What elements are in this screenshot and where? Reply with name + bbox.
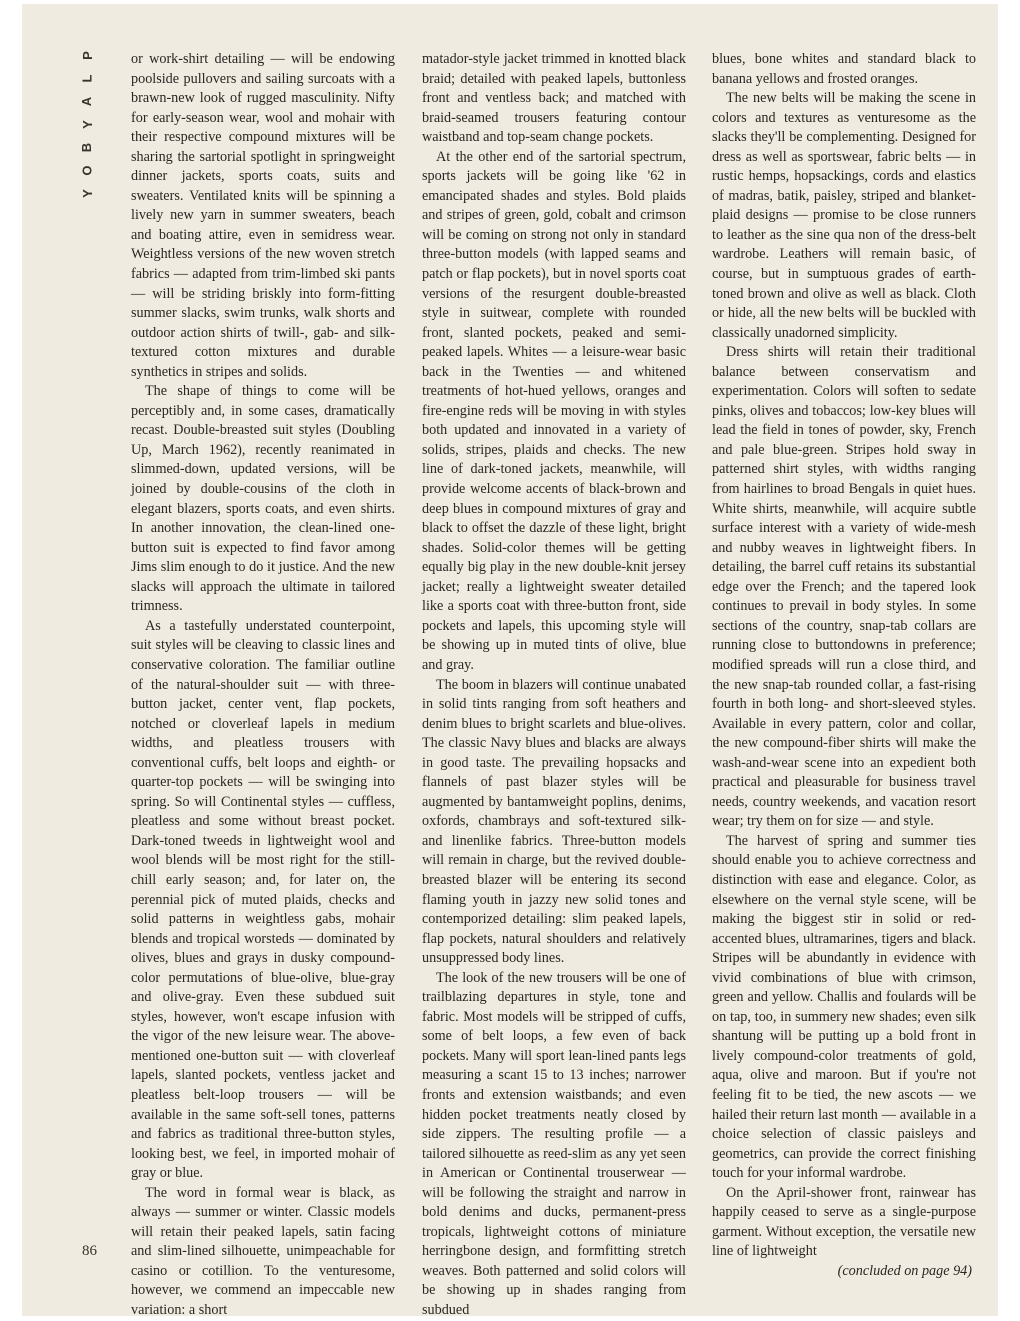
paragraph: blues, bone whites and standard black to banana yellows and frosted oranges. bbox=[712, 51, 976, 87]
paragraph: The harvest of spring and summer ties should enable you to achieve correctness and distinction with ease and elegance. Color, as elsewhere on the vernal style scene, will be making the biggest stir in solid or red-accented blues, ultramarines, tigers and black. Stripes will be abundantly in evidence with vivid combinations of blue with crimson, green and yellow. Challis and foulards will be on tap, too, in summery new shades; even silk shantung will be putting up a bold front in lively compound-color treatments of gold, aqua, olive and maroon. But if you're not feeling fit to be tied, the new ascots — we hailed their return last month — available in a choice selection of classic paisleys and geometrics, can provide the correct finishing touch for your informal wardrobe. bbox=[712, 832, 976, 1182]
paragraph: Dress shirts will retain their traditional balance between conservatism and experimentation. Colors will soften to sedate pinks, olives and tobaccos; low-key blues will lead the field in tones of powder, sky, French and pale blue-green. Stripes hold sway in patterned shirt styles, with widths ranging from hairlines to broad Bengals in quiet hues. White shirts, meanwhile, will acquire subtle surface interest with a variety of wide-mesh and nubby weaves in lightweight fibers. In detailing, the barrel cuff retains its substantial edge over the French; and the tapered look continues to prevail in body styles. In some sections of the country, snap-tab collars are running close to buttondowns in preference; modified spreads will run a close third, and the new snap-tab rounded collar, a fast-rising fourth in both long- and short-sleeved styles. Available in every pattern, color and collar, the new compound-fiber shirts will make the wash-and-wear scene into an expedient both practical and pleasurable for business travel needs, country weekends, and vacation resort wear; try them on for size — and style. bbox=[712, 344, 976, 830]
page-number: 86 bbox=[82, 1243, 97, 1259]
paragraph: or work-shirt detailing — will be endowing poolside pullovers and sailing surcoats with a brawn-new look of rugged masculinity. Nifty for early-season wear, wool and mohair with their respective compound mixtures will be sharing the sartorial spotlight in springweight dinner jackets, sports coats, suits and sweaters. Ventilated knits will be spinning a lively new yarn in summer sweaters, beach and boating attire, even in semidress wear. Weightless versions of the new woven stretch fabrics — adapted from trim-limbed ski pants — will be striding briskly into form-fitting summer slacks, swim trunks, walk shorts and outdoor action shirts of twill-, gab- and silk-textured cotton mixtures and durable synthetics in stripes and solids. bbox=[131, 51, 395, 380]
paragraph: On the April-shower front, rainwear has happily ceased to serve as a single-purpose garment. Without exception, the versatile new line of lightweight bbox=[712, 1184, 976, 1260]
paragraph: At the other end of the sartorial spectrum, sports jackets will be going like '62 in emancipated shades and styles. Bold plaids and stripes of green, gold, cobalt and crimson will be coming on strong not only in standard three-button models (with lapped seams and patch or flap pockets), but in novel sports coat versions of the resurgent double-breasted style in suitwear, complete with rounded front, slanted pockets, peaked and semi-peaked lapels. Whites — a leisure-wear basic back in the Twenties — and whitened treatments of hot-hued yellows, oranges and fire-engine reds will be moving in with styles both updated and innovated in a variety of solids, stripes, plaids and checks. The new line of dark-toned jackets, meanwhile, will provide welcome accents of black-brown and deep blues in compound mixtures of gray and black to offset the dazzle of these light, bright shades. Solid-color themes will be getting equally big play in the new double-knit jersey jacket; really a lightweight sweater detailed like a sports coat with three-button front, side pockets and lapels, this upcoming style will be showing up in muted tints of olive, blue and gray. bbox=[422, 148, 686, 673]
paragraph: The new belts will be making the scene in colors and textures as venturesome as the slacks they'll be complementing. Designed for dress as well as sportswear, fabric belts — in rustic hemps, hopsackings, cords and elastics of madras, batik, paisley, striped and blanket-plaid designs — promise to be close runners to leather as the sine qua non of the dress-belt wardrobe. Leathers will remain basic, of course, but in sumptuous grades of earth-toned brown and olive as well as black. Cloth or hide, all the new belts will be buckled with classically unadorned simplicity. bbox=[712, 90, 976, 341]
paragraph: The boom in blazers will continue unabated in solid tints ranging from soft heathers and denim blues to bright scarlets and blue-olives. The classic Navy blues and blacks are always in good taste. The prevailing hopsacks and flannels of past blazer styles will be augmented by bantamweight poplins, denims, oxfords, chambrays and soft-textured silk- and linenlike fabrics. Three-button models will remain in charge, but the revived double-breasted blazer will be entering its second flaming youth in jazzy new solid tones and contemporized detailing: slim peaked lapels, flap pockets, natural shoulders and relatively unsuppressed body lines. bbox=[422, 676, 686, 967]
paragraph: The look of the new trousers will be one of trailblazing departures in style, tone and fabric. Most models will be stripped of cuffs, some of belt loops, a few even of back pockets. Many will sport lean-lined pants legs measuring a scant 15 to 13 inches; narrower fronts and extension waistbands; and even hidden pocket treatments neatly closed by side zippers. The resulting profile — a tailored silhouette as reed-slim as any yet seen in American or Continental trouserwear — will be following the straight and narrow in bold denims and ducks, permanent-press tropicals, lightweight cottons of miniature herringbone design, and formfitting stretch weaves. Both patterned and solid colors will be showing up in shades ranging from subdued bbox=[422, 969, 686, 1318]
masthead-letter: A bbox=[79, 96, 95, 107]
paragraph: matador-style jacket trimmed in knotted black braid; detailed with peaked lapels, buttonless front and ventless back; and matched with braid-seamed trousers featuring contour waistband and top-seam change pockets. bbox=[422, 51, 686, 146]
masthead-letter: L bbox=[79, 74, 95, 83]
text-column-2 bbox=[422, 50, 686, 1321]
paragraph: As a tastefully understated counterpoint, suit styles will be cleaving to classic lines and conservative coloration. The familiar outline of the natural-shoulder suit — with three-button jacket, center vent, flap pockets, notched or cloverleaf lapels in medium widths, and pleatless trousers with conventional cuffs, belt loops and eighth- or quarter-top pockets — will be swinging into spring. So will Continental styles — cuffless, pleatless and some without breast pocket. Dark-toned tweeds in lightweight wool and wool blends will be most right for the still-chill early season; and, for later on, the perennial pick of muted plaids, checks and solid patterns in weightless gabs, mohair blends and tropical worsteds — dominated by olives, blues and grays in dusky compound-color permutations of blue-olive, blue-gray and olive-gray. Even these subdued suit styles, however, won't escape infusion with the vigor of the new leisure wear. The above-mentioned one-button suit — with cloverleaf lapels, slanted pockets, ventless jacket and pleatless belt-loop trousers — will be available in the same soft-sell tones, patterns and fabrics as traditional three-button styles, looking best, we feel, in imported mohair of gray or blue. bbox=[131, 617, 395, 1182]
continuation-note: (concluded on page 94) bbox=[837, 1262, 972, 1279]
text-column-1 bbox=[131, 50, 395, 1321]
masthead-letter: B bbox=[79, 142, 95, 153]
masthead-letter: Y bbox=[79, 120, 95, 129]
text-column-3 bbox=[712, 50, 976, 1281]
paragraph: The word in formal wear is black, as always — summer or winter. Classic models will retain their peaked lapels, satin facing and slim-lined silhouette, unimpeachable for casino or cotillion. To the venturesome, however, we commend an impeccable new variation: a short bbox=[131, 1184, 395, 1318]
masthead-letter: O bbox=[79, 165, 95, 176]
masthead-letter: P bbox=[79, 51, 95, 60]
playboy-masthead bbox=[78, 44, 96, 205]
paragraph: The shape of things to come will be perceptibly and, in some cases, dramatically recast. Double-breasted suit styles (Doubling Up, March 1962), recently reanimated in slimmed-down, updated versions, will be joined by double-cousins of the cloth in elegant blazers, sports coats, and even shirts. In another innovation, the clean-lined one-button suit is expected to find favor among Jims slim enough to do it justice. And the new slacks will approach the ultimate in tailored trimness. bbox=[131, 383, 395, 615]
magazine-page bbox=[22, 4, 998, 1316]
masthead-letter: Y bbox=[79, 189, 95, 198]
